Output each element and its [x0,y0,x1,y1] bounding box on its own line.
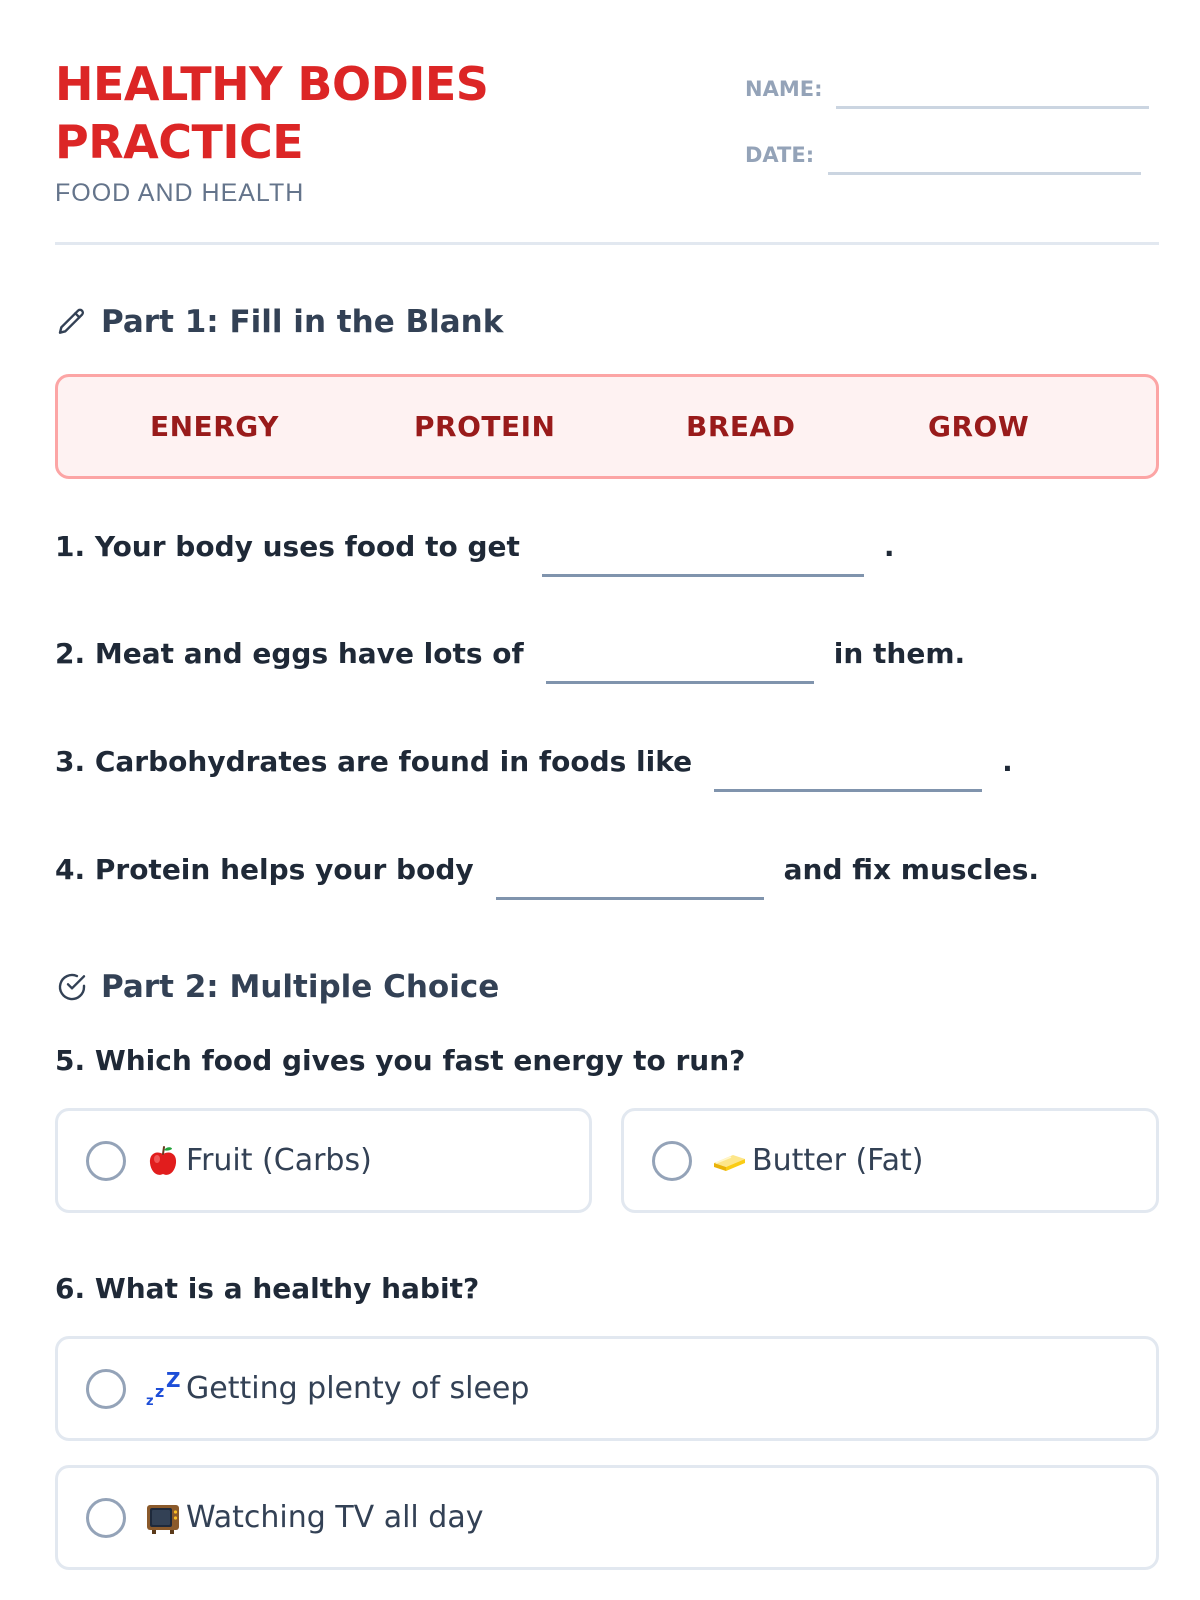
word-bank-item: BREAD [686,410,796,443]
question-3 [55,745,1013,778]
part2-heading [55,969,499,1005]
question-2 [55,637,965,670]
sleep-zzz-icon [144,1370,182,1408]
apple-icon [144,1142,182,1180]
check-circle-icon [55,970,89,1004]
question-text: 4. Protein helps your body [55,853,474,886]
svg-text:z: z [146,1393,154,1407]
question-text-after: in them. [833,637,966,670]
name-input-line[interactable] [836,67,1149,109]
header-divider [55,242,1159,245]
worksheet-subtitle: FOOD AND HEALTH [55,179,305,207]
question-1 [55,530,895,563]
option-label: Watching TV all day [186,1500,484,1535]
svg-text:Z: Z [166,1370,181,1392]
title-line-2: PRACTICE [55,115,304,169]
option-label: Butter (Fat) [752,1143,924,1178]
answer-blank[interactable] [546,654,814,684]
word-bank-item: ENERGY [150,410,279,443]
word-bank-item: GROW [928,410,1030,443]
option-fruit-carbs[interactable] [55,1108,592,1213]
part1-heading-text: Part 1: Fill in the Blank [101,304,504,340]
worksheet-header [55,55,1159,245]
question-5: 5. Which food gives you fast energy to run? [55,1044,746,1077]
title-line-1: HEALTHY BODIES [55,57,489,111]
question-text-after: . [1002,745,1013,778]
question-text: 1. Your body uses food to get [55,530,520,563]
svg-text:z: z [155,1381,165,1401]
name-field [745,67,1149,109]
date-label: DATE: [745,143,815,167]
option-butter-fat[interactable] [621,1108,1159,1213]
date-field [745,133,1141,175]
radio-button[interactable] [652,1141,692,1181]
option-watching-tv[interactable] [55,1465,1159,1570]
television-icon [144,1499,182,1537]
question-text: 2. Meat and eggs have lots of [55,637,524,670]
question-6: 6. What is a healthy habit? [55,1272,480,1305]
word-bank-item: PROTEIN [414,410,556,443]
butter-icon [710,1142,748,1180]
question-text-after: and fix muscles. [783,853,1040,886]
option-label: Fruit (Carbs) [186,1143,372,1178]
word-bank [55,374,1159,479]
worksheet-title [55,55,615,171]
answer-blank[interactable] [496,870,764,900]
answer-blank[interactable] [542,547,864,577]
radio-button[interactable] [86,1141,126,1181]
part2-heading-text: Part 2: Multiple Choice [101,969,500,1005]
radio-button[interactable] [86,1369,126,1409]
option-label: Getting plenty of sleep [186,1371,530,1406]
question-4 [55,853,1039,886]
part1-heading [55,304,503,340]
answer-blank[interactable] [714,762,982,792]
question-text: 3. Carbohydrates are found in foods like [55,745,693,778]
option-getting-sleep[interactable] [55,1336,1159,1441]
pencil-icon [55,305,89,339]
name-label: NAME: [745,77,823,101]
date-input-line[interactable] [828,133,1141,175]
question-text-after: . [883,530,895,563]
radio-button[interactable] [86,1498,126,1538]
